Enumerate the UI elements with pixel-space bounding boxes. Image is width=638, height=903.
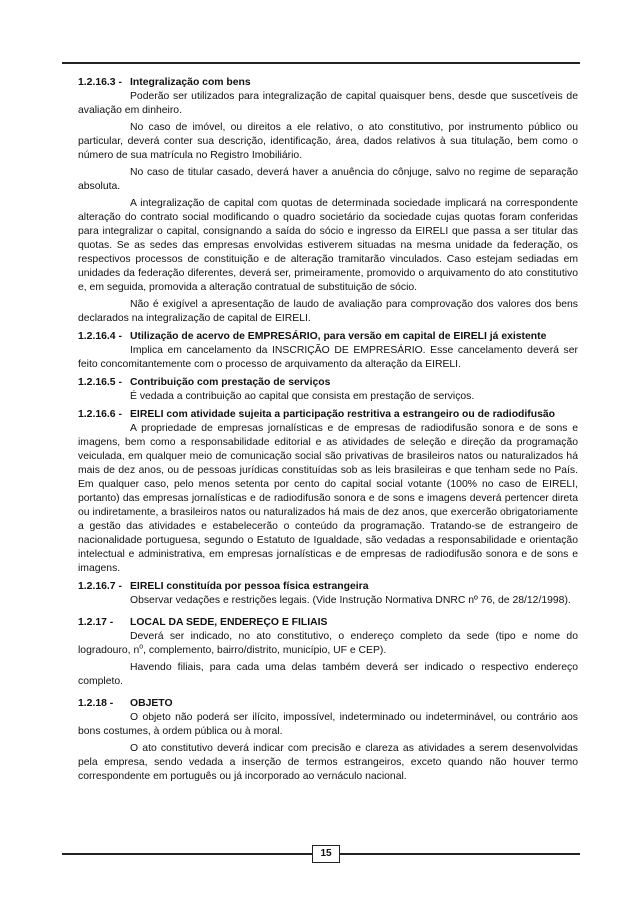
section-heading bbox=[78, 616, 578, 630]
section-number: 1.2.16.6 - bbox=[78, 409, 122, 420]
paragraph: A propriedade de empresas jornalísticas e de empresas de radiodifusão sonora e de sons e imagens, bem como a responsabilidade editorial e as atividades de seleção e direção da programação veiculada, em qualquer meio de comunicação social são privativas de brasileiros natos ou naturalizados há mais de dez anos, ou de pessoas jurídicas constituídas sob as leis brasileiras e que tenham sede no País. Em qualquer caso, pelo menos setenta por cento do capital social votante (100% no caso de EIRELI, portanto) das empresas jornalísticas e de radiodifusão sonora e de sons e imagens deverá pertencer direta ou indiretamente, a brasileiros natos ou naturalizados há mais de dez anos, que exercerão obrigatoriamente a gestão das atividades e estabelecerão o conteúdo da programação. Tratando-se de estrangeiro de nacionalidade portuguesa, segundo o Estatuto de Igualdade, são vedadas a responsabilidade e orientação intelectual e administrativa, em empresas jornalísticas e de empresas de radiodifusão sonora e de sons e imagens. bbox=[78, 423, 578, 574]
section-heading bbox=[78, 408, 578, 422]
section-title: Contribuição com prestação de serviços bbox=[130, 377, 331, 388]
document-body bbox=[78, 76, 578, 787]
paragraph: No caso de titular casado, deverá haver a anuência do cônjuge, salvo no regime de separação absoluta. bbox=[78, 167, 578, 192]
paragraph: No caso de imóvel, ou direitos a ele relativo, o ato constitutivo, por instrumento público ou particular, deverá conter sua descrição, identificação, área, dados relativos à sua titulação, bem como o número de sua matrícula no Registro Imobiliário. bbox=[78, 122, 578, 161]
section-number: 1.2.17 - bbox=[78, 617, 114, 628]
paragraph: Poderão ser utilizados para integralização de capital quaisquer bens, desde que suscetíveis de avaliação em dinheiro. bbox=[78, 91, 578, 116]
section-title: Integralização com bens bbox=[130, 77, 251, 88]
paragraph: O objeto não poderá ser ilícito, impossível, indeterminado ou indeterminável, ou contrário aos bons costumes, à ordem pública ou à moral. bbox=[78, 712, 578, 737]
section bbox=[78, 580, 578, 608]
section-heading bbox=[78, 376, 578, 390]
section-objeto bbox=[78, 697, 578, 784]
paragraph: Não é exigível a apresentação de laudo de avaliação para comprovação dos valores dos bens declarados na integralização de capital de EIRELI. bbox=[78, 299, 578, 324]
paragraph: O ato constitutivo deverá indicar com precisão e clareza as atividades a serem desenvolvidas pela empresa, sendo vedada a inserção de termos estrangeiros, exceto quando não houver termo correspondente em português ou já incorporado ao vernáculo nacional. bbox=[78, 743, 578, 782]
section-heading bbox=[78, 76, 578, 90]
section-title: EIRELI com atividade sujeita a participação restritiva a estrangeiro ou de radiodifusão bbox=[130, 409, 555, 420]
paragraph: Deverá ser indicado, no ato constitutivo, o endereço completo da sede (tipo e nome do logradouro, $n^o$, complemento, bairro/distrito, município, UF e CEP). bbox=[78, 631, 578, 656]
section bbox=[78, 376, 578, 404]
paragraph: É vedada a contribuição ao capital que consista em prestação de serviços. bbox=[130, 391, 475, 402]
section-title: EIRELI constituída por pessoa física estrangeira bbox=[130, 581, 369, 592]
section-sede bbox=[78, 616, 578, 689]
section-heading bbox=[78, 697, 578, 711]
paragraph: Observar vedações e restrições legais. (Vide Instrução Normativa DNRC nº 76, de 28/12/1998). bbox=[130, 595, 571, 606]
section-title: Utilização de acervo de EMPRESÁRIO, para versão em capital de EIRELI já existente bbox=[130, 331, 547, 342]
subsections-1-2-16 bbox=[78, 76, 578, 608]
section-title: LOCAL DA SEDE, ENDEREÇO E FILIAIS bbox=[130, 617, 328, 628]
section-heading bbox=[78, 330, 578, 344]
section-title: OBJETO bbox=[130, 698, 173, 709]
section-number: 1.2.16.7 - bbox=[78, 581, 122, 592]
page-number: 15 bbox=[312, 845, 340, 863]
section-number: 1.2.16.4 - bbox=[78, 331, 122, 342]
ordinal-superscript: o bbox=[139, 643, 144, 651]
section-number: 1.2.16.3 - bbox=[78, 77, 122, 88]
section bbox=[78, 408, 578, 576]
section-number: 1.2.16.5 - bbox=[78, 377, 122, 388]
section-number: 1.2.18 - bbox=[78, 698, 114, 709]
section bbox=[78, 76, 578, 326]
paragraph: A integralização de capital com quotas de determinada sociedade implicará na correspondente alteração do contrato social modificando o quadro societário da sociedade cujas quotas foram conferidas para integralizar o capital, consignando a saída do sócio e ingresso da EIRELI que passa a ser titular das quotas. Se as sedes das empresas envolvidas estiverem situadas na mesma unidade da federação, os respectivos processos de constituição e de alteração tramitarão vinculados. Caso estejam sediadas em unidades da federação diferentes, deverá ser, primeiramente, promovido o arquivamento do ato constitutivo e, em seguida, promovida a alteração contratual de substituição de sócio. bbox=[78, 198, 578, 293]
header-rule bbox=[62, 62, 580, 64]
paragraph: Implica em cancelamento da INSCRIÇÃO DE EMPRESÁRIO. Esse cancelamento deverá ser feito concomitantemente com o processo de arquivamento da alteração da EIRELI. bbox=[78, 345, 578, 370]
paragraph: Havendo filiais, para cada uma delas também deverá ser indicado o respectivo endereço completo. bbox=[78, 662, 578, 687]
section-heading bbox=[78, 580, 578, 594]
section bbox=[78, 330, 578, 372]
